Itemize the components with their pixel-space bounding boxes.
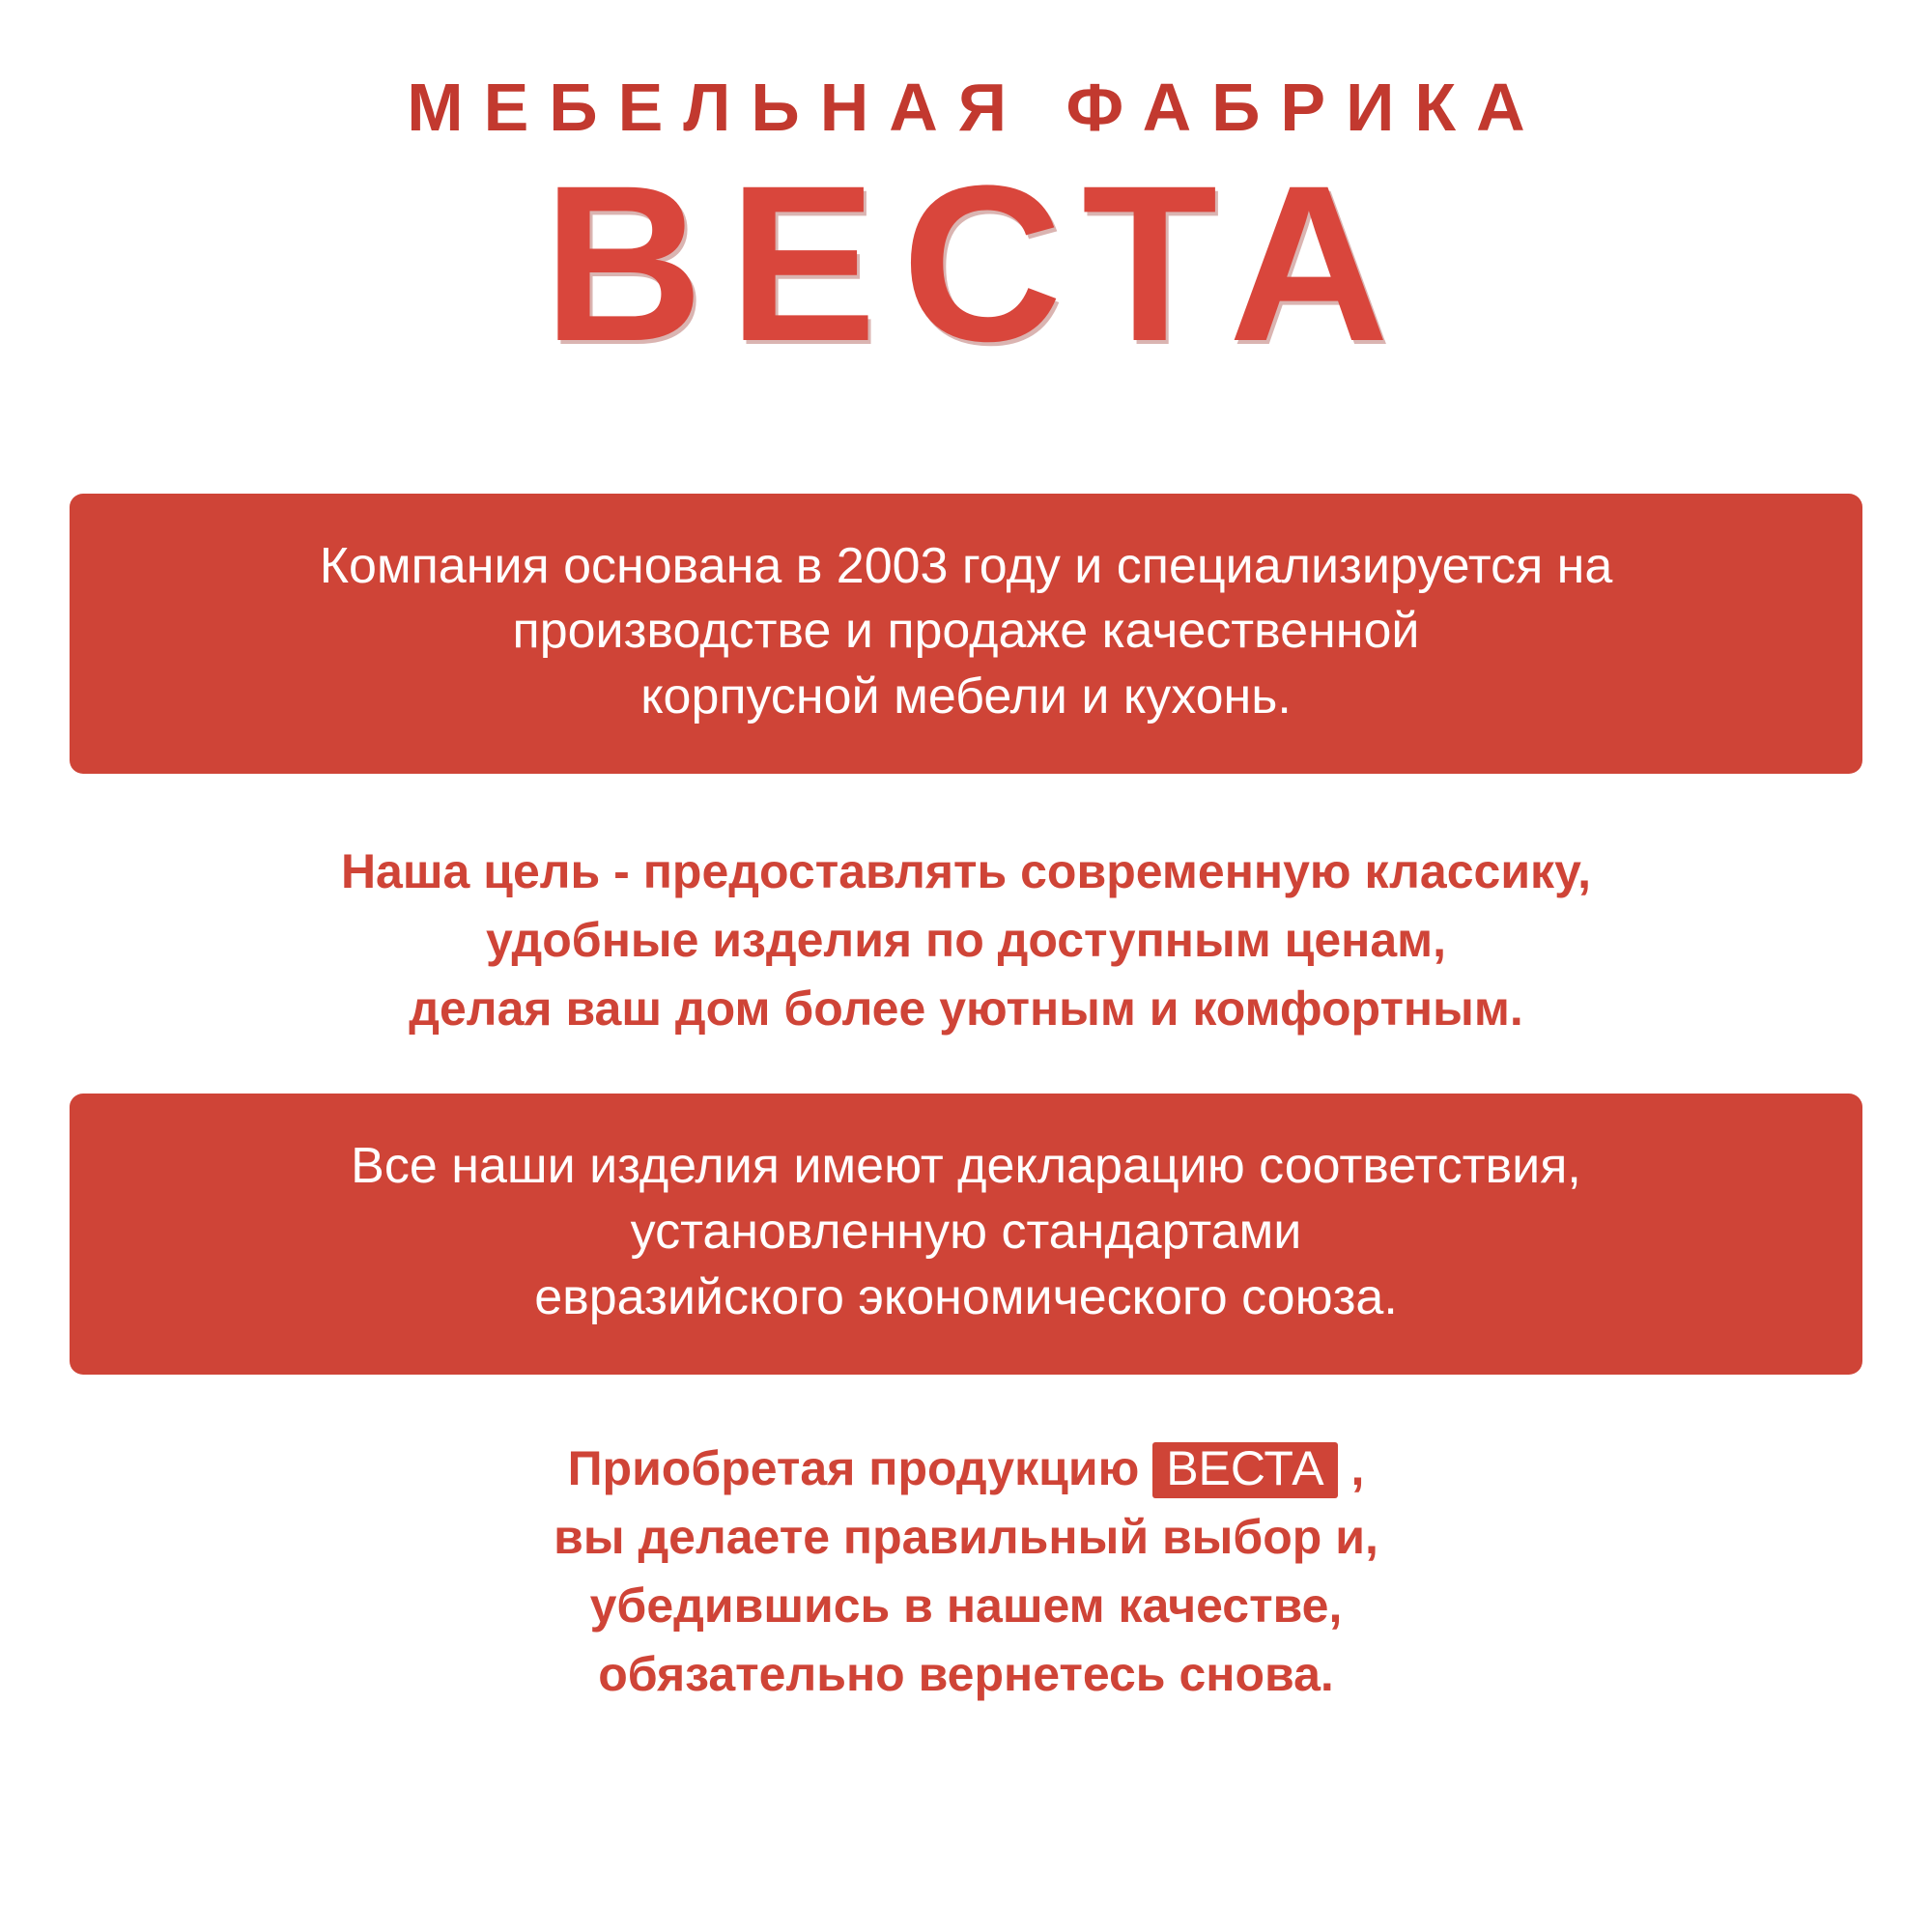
company-logo: [70, 0, 1862, 387]
about-line-1: Компания основана в 2003 году и специализируется на: [319, 537, 1613, 594]
declaration-line-3: евразийского экономического союза.: [534, 1268, 1398, 1325]
choice-line-3: убедившись в нашем качестве,: [589, 1578, 1343, 1634]
goal-line-2: удобные изделия по доступным ценам,: [485, 913, 1447, 968]
choice-line-1: [70, 1435, 1862, 1503]
goal-line-3: делая ваш дом более уютным и комфортным.: [409, 981, 1523, 1037]
declaration-line-1: Все наши изделия имеют декларацию соответствия,: [351, 1138, 1581, 1195]
brand-chip: ВЕСТА: [1152, 1442, 1337, 1498]
choice-line-1-prefix: Приобретая продукцию: [567, 1441, 1140, 1496]
declaration-line-2: установленную стандартами: [630, 1203, 1302, 1260]
goal-line-1: Наша цель - предоставлять современную классику,: [340, 844, 1592, 899]
about-company-panel: [70, 494, 1862, 775]
choice-line-2: вы делаете правильный выбор и,: [554, 1510, 1378, 1565]
choice-line-1-suffix: ,: [1350, 1441, 1365, 1496]
logo-brand-name: ВЕСТА: [543, 139, 1414, 387]
logo-subtitle: МЕБЕЛЬНАЯ ФАБРИКА: [407, 70, 1546, 145]
company-goal-statement: [70, 838, 1862, 1043]
about-line-2: производстве и продаже качественной: [512, 603, 1420, 660]
right-choice-statement: [70, 1435, 1862, 1709]
choice-line-4: обязательно вернетесь снова.: [598, 1647, 1334, 1702]
about-line-3: корпусной мебели и кухонь.: [640, 668, 1292, 724]
declaration-panel: [70, 1094, 1862, 1375]
